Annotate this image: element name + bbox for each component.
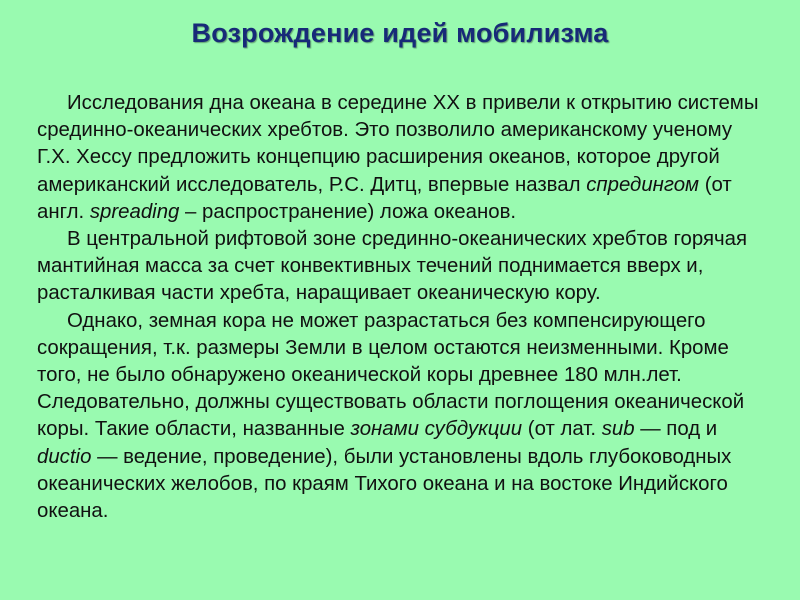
text-segment: — ведение, проведение), были установлены вдоль глубоководных океанических желобов, по краям Тихого океана и на востоке Индийского океана.: [37, 445, 732, 523]
text-segment: Однако, земная кора не может разрастаться без компенсирующего сокращения, т.к. размеры Земли в целом остаются неизменными. Кроме того, не было обнаружено океанической коры древнее 180 млн.лет. Следовательно, должны существовать области поглощения океанической коры. Такие области, названные: [37, 309, 745, 441]
term-spreading-en: spreading: [89, 200, 180, 223]
text-segment: (от англ.: [37, 173, 732, 223]
term-sub: sub: [601, 418, 635, 441]
text-segment: (от лат.: [522, 418, 602, 441]
paragraph-subduction: [37, 308, 767, 526]
term-subduction-zones: зонами субдукции: [350, 418, 523, 441]
text-segment: Исследования дна океана в середине XX в привели к открытию системы срединно-океанических хребтов. Это позволило американскому ученому Г.Х. Хессу предложить концепцию расширения океанов, которое другой американский исследователь, Р.С. Дитц, впервые назвал: [37, 92, 759, 196]
paragraph-rift-zone: [37, 226, 767, 308]
text-segment: – распространение) ложа океанов.: [179, 200, 517, 223]
term-ductio: ductio: [37, 445, 92, 468]
slide-title: Возрождение идей мобилизма: [191, 18, 609, 48]
text-segment: В центральной рифтовой зоне срединно-океанических хребтов горячая мантийная масса за счет конвективных течений поднимается вверх и, расталкивая части хребта, наращивает океаническую кору.: [37, 228, 748, 305]
slide-body: [37, 90, 767, 525]
term-spreading-ru: спредингом: [586, 173, 700, 196]
paragraph-spreading: [37, 90, 767, 226]
text-segment: — под и: [634, 418, 718, 441]
